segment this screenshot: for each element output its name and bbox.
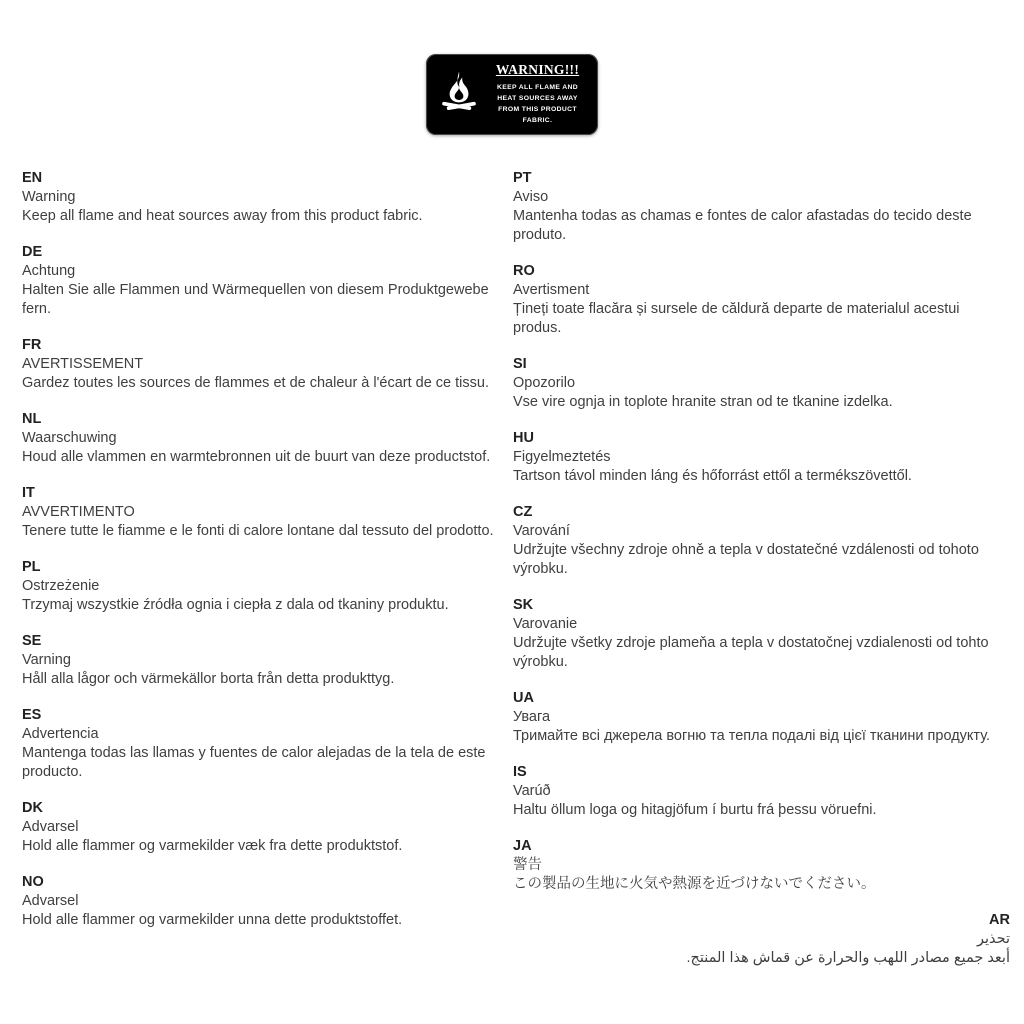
- warning-title: Avertisment: [513, 281, 590, 298]
- warning-text: Keep all flame and heat sources away from this product fabric.: [22, 207, 423, 224]
- right-column: [513, 169, 1010, 985]
- warning-text: Udržujte všechny zdroje ohně a tepla v dostatečné vzdálenosti od tohoto výrobku.: [513, 541, 979, 577]
- warning-title: Varúð: [513, 782, 551, 799]
- warning-text: Haltu öllum loga og hitagjöfum í burtu frá þessu vöruefni.: [513, 801, 877, 818]
- language-code: PT: [513, 169, 532, 186]
- warning-title: Figyelmeztetés: [513, 448, 611, 465]
- language-code: RO: [513, 262, 535, 279]
- language-entry: [22, 336, 500, 393]
- badge-text-block: [487, 62, 588, 127]
- warning-title: Увага: [513, 708, 551, 725]
- warning-title: Advarsel: [22, 818, 79, 835]
- language-code: JA: [513, 837, 532, 854]
- warning-title: AVVERTIMENTO: [22, 503, 135, 520]
- language-entry: [513, 763, 1010, 820]
- warning-text: Țineți toate flacăra și sursele de căldură departe de materialul acestui produs.: [513, 300, 960, 336]
- warning-text: Тримайте всі джерела вогню та тепла подалі від цієї тканини продукту.: [513, 727, 991, 744]
- warning-text: この製品の生地に火気や熱源を近づけないでください。: [513, 875, 876, 892]
- warning-text: أبعد جميع مصادر اللهب والحرارة عن قماش هذا المنتج.: [686, 949, 1010, 966]
- language-entry: [22, 410, 500, 467]
- badge-warning-line: FABRIC.: [522, 116, 553, 124]
- language-entry: [22, 558, 500, 615]
- warning-text: Hold alle flammer og varmekilder væk fra dette produktstof.: [22, 837, 403, 854]
- language-code: CZ: [513, 503, 533, 520]
- warning-title: Warning: [22, 188, 76, 205]
- left-column: [22, 169, 500, 985]
- language-entry: [22, 243, 500, 319]
- language-code: IS: [513, 763, 527, 780]
- badge-warning-line: HEAT SOURCES AWAY: [497, 94, 578, 102]
- language-entry: [22, 799, 500, 856]
- warning-text: Hold alle flammer og varmekilder unna dette produktstoffet.: [22, 911, 403, 928]
- language-entry: [513, 689, 1010, 746]
- warning-title: AVERTISSEMENT: [22, 355, 144, 372]
- language-entry: [513, 169, 1010, 245]
- warning-text: Vse vire ognja in toplote hranite stran od te tkanine izdelka.: [513, 393, 893, 410]
- language-code: IT: [22, 484, 35, 501]
- warning-text: Mantenga todas las llamas y fuentes de calor alejadas de la tela de este producto.: [22, 744, 486, 780]
- warning-badge: [426, 54, 598, 135]
- language-entry: [513, 262, 1010, 338]
- language-entry: [513, 503, 1010, 579]
- language-code: EN: [22, 169, 43, 186]
- warning-title: Advertencia: [22, 725, 99, 742]
- warning-text: Tenere tutte le fiamme e le fonti di calore lontane dal tessuto del prodotto.: [22, 522, 494, 539]
- language-entry: [513, 911, 1010, 968]
- language-entry: [513, 355, 1010, 412]
- language-entry: [22, 706, 500, 782]
- language-code: NO: [22, 873, 44, 890]
- warning-title: Varning: [22, 651, 71, 668]
- language-entry: [513, 596, 1010, 672]
- warning-text: Trzymaj wszystkie źródła ognia i ciepła z dala od tkaniny produktu.: [22, 596, 449, 613]
- warning-text: Håll alla lågor och värmekällor borta från detta produkttyg.: [22, 670, 395, 687]
- language-code: SI: [513, 355, 527, 372]
- language-code: SK: [513, 596, 534, 613]
- language-code: DK: [22, 799, 43, 816]
- language-code: AR: [989, 911, 1010, 928]
- language-code: HU: [513, 429, 534, 446]
- warning-title: 警告: [513, 856, 542, 873]
- language-code: NL: [22, 410, 42, 427]
- language-entry: [513, 429, 1010, 486]
- language-code: UA: [513, 689, 534, 706]
- warning-title: Achtung: [22, 262, 76, 279]
- warning-title: Opozorilo: [513, 374, 576, 391]
- warning-text: Halten Sie alle Flammen und Wärmequellen von diesem Produktgewebe fern.: [22, 281, 489, 317]
- badge-warning-line: FROM THIS PRODUCT: [498, 105, 577, 113]
- warning-title: Ostrzeżenie: [22, 577, 100, 594]
- warning-title: Varování: [513, 522, 570, 539]
- warning-text: Houd alle vlammen en warmtebronnen uit de buurt van deze productstof.: [22, 448, 491, 465]
- warning-text: Udržujte všetky zdroje plameňa a tepla v dostatočnej vzdialenosti od tohto výrobku.: [513, 634, 989, 670]
- warning-text: Mantenha todas as chamas e fontes de calor afastadas do tecido deste produto.: [513, 207, 972, 243]
- language-code: SE: [22, 632, 42, 649]
- language-entry: [22, 632, 500, 689]
- language-entry: [22, 484, 500, 541]
- warning-title: Advarsel: [22, 892, 79, 909]
- language-entry: [22, 169, 500, 226]
- language-code: ES: [22, 706, 42, 723]
- language-code: PL: [22, 558, 41, 575]
- warning-title: Aviso: [513, 188, 549, 205]
- language-code: FR: [22, 336, 42, 353]
- badge-title: WARNING!!!: [495, 62, 580, 77]
- warning-title: تحذير: [976, 930, 1010, 947]
- language-code: DE: [22, 243, 43, 260]
- warning-title: Waarschuwing: [22, 429, 117, 446]
- warning-text: Tartson távol minden láng és hőforrást ettől a termékszövettől.: [513, 467, 912, 484]
- warning-title: Varovanie: [513, 615, 578, 632]
- language-columns: [0, 169, 1024, 985]
- campfire-flame-icon: [436, 63, 482, 125]
- language-entry: [513, 837, 1010, 894]
- language-entry: [22, 873, 500, 930]
- warning-text: Gardez toutes les sources de flammes et de chaleur à l'écart de ce tissu.: [22, 374, 489, 391]
- badge-warning-line: KEEP ALL FLAME AND: [496, 84, 579, 91]
